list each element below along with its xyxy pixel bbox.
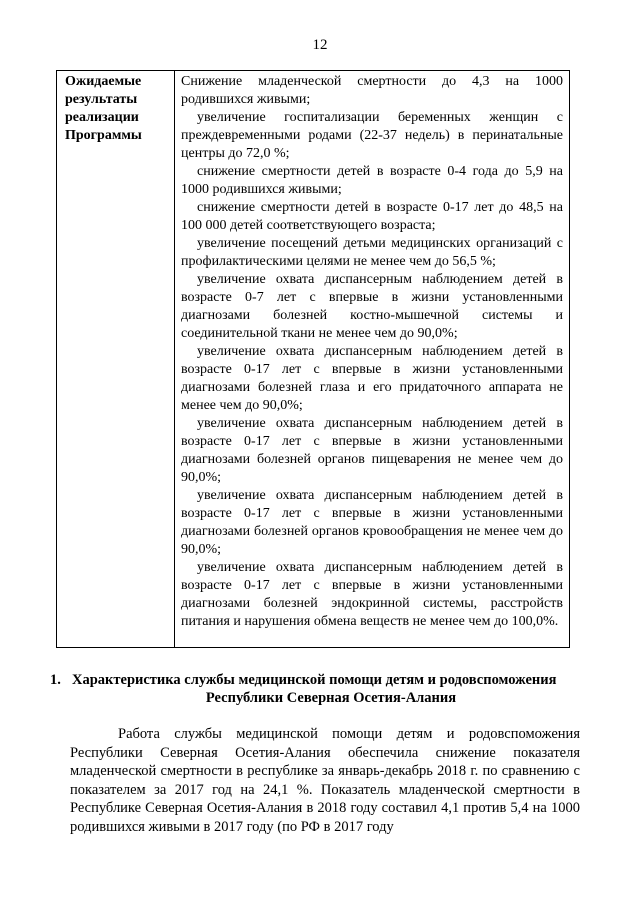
result-item: Снижение младенческой смертности до 4,3 на 1000 родившихся живыми; [181, 74, 563, 107]
section-number: 1. [50, 672, 61, 688]
result-item: увеличение охвата диспансерным наблюдением детей в возрасте 0-7 лет с впервые в жизни установленными диагнозами болезней костно-мышечной системы и соединительной ткани не менее чем до 90,0%; [181, 272, 563, 341]
label-line: Ожидаемые [65, 74, 142, 89]
result-item: увеличение охвата диспансерным наблюдением детей в возрасте 0-17 лет с впервые в жизни установленными диагнозами болезней органов кровообращения не менее чем до 90,0%; [181, 488, 563, 557]
label-line: реализации [65, 110, 139, 125]
page-number: 12 [312, 37, 328, 53]
result-item: снижение смертности детей в возрасте 0-4 года до 5,9 на 1000 родившихся живыми; [181, 164, 563, 197]
result-item: увеличение охвата диспансерным наблюдением детей в возрасте 0-17 лет с впервые в жизни установленными диагнозами болезней глаза и его придаточного аппарата не менее чем до 90,0%; [181, 344, 563, 413]
result-item: увеличение охвата диспансерным наблюдением детей в возрасте 0-17 лет с впервые в жизни установленными диагнозами болезней эндокринной системы, расстройств питания и нарушения обмена веществ не менее чем до 100,0%. [181, 560, 563, 629]
result-item: снижение смертности детей в возрасте 0-17 лет до 48,5 на 100 000 детей соответствующего возраста; [181, 200, 563, 233]
section-title-line2: Республики Северная Осетия-Алания [205, 690, 457, 706]
table-label-cell [57, 71, 175, 647]
body-paragraph: Работа службы медицинской помощи детям и родовспоможения Республики Северная Осетия-Алания обеспечила снижение показателя младенческой смертности в республике за январь-декабрь 2018 г. по сравнению с показателем за 2017 год на 24,1 %. Показатель младенческой смертности в Республике Северная Осетия-Алания в 2018 году составил 4,1 против 5,4 на 1000 родившихся живыми в 2017 году (по РФ в 2017 году [70, 726, 580, 835]
section-title-line1: Характеристика службы медицинской помощи детям и родовспоможения [72, 672, 557, 688]
program-results-table [56, 70, 570, 648]
result-item: увеличение охвата диспансерным наблюдением детей в возрасте 0-17 лет с впервые в жизни установленными диагнозами болезней органов пищеварения не менее чем до 90,0%; [181, 416, 563, 485]
result-item: увеличение посещений детьми медицинских организаций с профилактическими целями не менее чем до 56,5 %; [181, 236, 563, 269]
label-line: результаты [65, 92, 138, 107]
result-item: увеличение госпитализации беременных женщин с преждевременными родами (22-37 недель) в перинатальные центры до 72,0 %; [181, 110, 563, 161]
label-line: Программы [65, 128, 142, 143]
section-heading [50, 671, 590, 707]
table-content-cell [175, 71, 569, 647]
